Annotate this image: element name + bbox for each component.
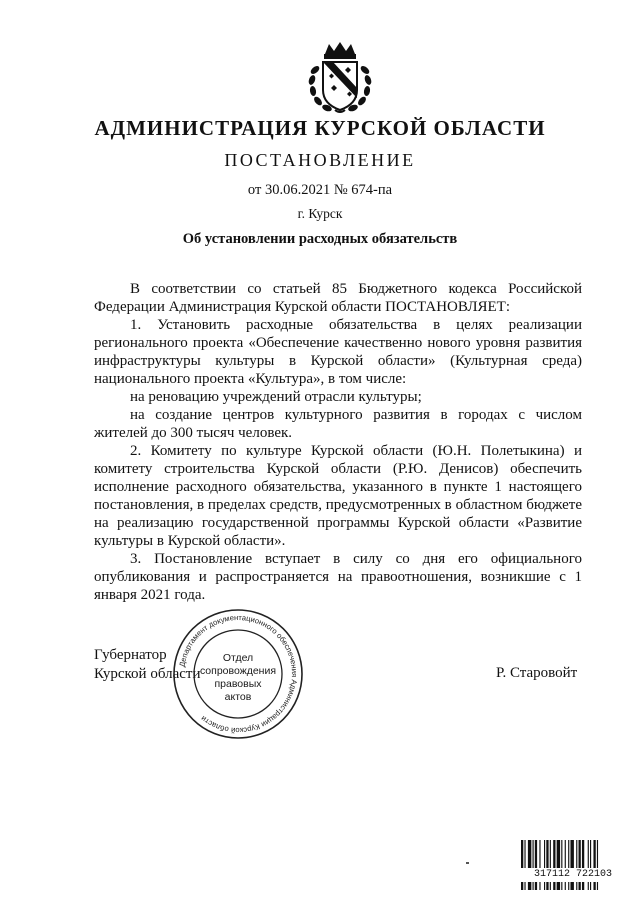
- barcode-bar: [561, 840, 562, 890]
- signatory-position-line1: Губернатор: [94, 647, 167, 663]
- document-subject: Об установлении расходных обязательств: [182, 231, 458, 247]
- document-date-number: от 30.06.2021 № 674-па: [247, 182, 393, 198]
- signatory-position-line2: Курской области: [94, 666, 201, 682]
- barcode-bar: [597, 840, 598, 890]
- barcode-bar: [568, 840, 569, 890]
- document-type: ПОСТАНОВЛЕНИЕ: [224, 150, 416, 170]
- body-paragraph: 3. Постановление вступает в силу со дня его официального опубликования и распространяется на правоотношения, возникшие с 1 января 2021 года.: [94, 551, 582, 603]
- stamp-center-line: правовых: [214, 678, 262, 690]
- barcode-bar: [565, 840, 566, 890]
- stamp-center-text: [188, 652, 288, 704]
- scan-mark: [466, 862, 469, 864]
- barcode-bar: [588, 840, 589, 890]
- stamp-center-line: актов: [224, 691, 252, 703]
- barcode-bar: [539, 840, 540, 890]
- barcode-bar: [550, 840, 551, 890]
- body-paragraph: на реновацию учреждений отрасли культуры;: [130, 389, 422, 405]
- barcode-bar: [544, 840, 545, 890]
- barcode-bar: [521, 840, 523, 890]
- signatory-name: Р. Старовойт: [496, 665, 578, 681]
- document-body: [94, 280, 582, 604]
- barcode-bar: [524, 840, 525, 890]
- body-paragraph: В соответствии со статьей 85 Бюджетного кодекса Российской Федерации Администрация Курской области ПОСТАНОВЛЯЕТ:: [94, 281, 582, 315]
- barcode-bar: [528, 840, 531, 890]
- barcode-number: 317112 722103: [521, 868, 625, 882]
- barcode-bar: [553, 840, 555, 890]
- barcode-bar: [557, 840, 560, 890]
- stamp-center-line: Отдел: [222, 652, 254, 664]
- barcode-bar: [576, 840, 577, 890]
- barcode-icon: [521, 840, 625, 890]
- barcode-bar: [546, 840, 548, 890]
- stamp-center-line: сопровождения: [199, 665, 277, 677]
- barcode-bar: [533, 840, 534, 890]
- coat-of-arms-icon: [305, 40, 375, 116]
- barcode-bar: [570, 840, 573, 890]
- barcode-bar: [582, 840, 584, 890]
- body-paragraph: 2. Комитету по культуре Курской области (Ю.Н. Полетыкина) и комитету строительства Курской области (Р.Ю. Денисов) обеспечить исполнение расходного обязательства, указанного в пункте 1 настоящего постановления, в пределах средств, предусмотренных в областном бюджете на реализацию государственной программы Курской области «Развитие культуры в Курской области».: [94, 443, 582, 549]
- barcode-bar: [535, 840, 537, 890]
- stamp-ring-text: Департамент документационного обеспечения Администрации Курской области: [177, 612, 300, 736]
- organization-title: АДМИНИСТРАЦИЯ КУРСКОЙ ОБЛАСТИ: [94, 116, 546, 140]
- document-city: г. Курск: [297, 206, 343, 221]
- barcode-bar: [593, 840, 595, 890]
- body-paragraph: 1. Установить расходные обязательства в целях реализации регионального проекта «Обеспечение качественно нового уровня развития инфраструктуры культуры в Курской области» (Культурная среда) национального проекта «Культура», в том числе:: [94, 317, 582, 387]
- barcode-bar: [579, 840, 581, 890]
- body-paragraph: на создание центров культурного развития в городах с числом жителей до 300 тысяч человек.: [94, 407, 582, 441]
- barcode-bar: [590, 840, 591, 890]
